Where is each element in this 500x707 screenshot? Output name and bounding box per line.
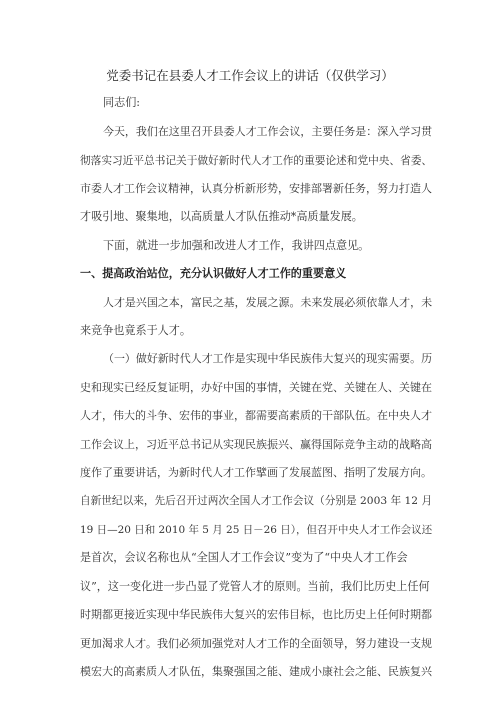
- paragraph-line: 来竞争也竟系于人才。: [80, 324, 191, 337]
- paragraph-line: 史和现实已经反复证明，办好中国的事情，关键在党、关键在人、关键在: [80, 381, 432, 394]
- paragraph-line: 自新世纪以来，先后召开过两次全国人才工作会议（分别是 2003 年 12 月: [80, 494, 433, 507]
- paragraph-line: 工作会议上，习近平总书记从实现民族振兴、赢得国际竞争主动的战略高: [80, 438, 432, 451]
- paragraph-line: 时期都更接近实现中华民族伟大复兴的宏伟目标，也比历史上任何时期都: [80, 608, 432, 621]
- paragraph-line: 人才是兴国之本，富民之基，发展之源。未来发展必须依靠人才，未: [103, 296, 433, 309]
- paragraph-line: 今天，我们在这里召开县委人才工作会议，主要任务是：深入学习贯: [103, 125, 433, 138]
- salutation: 同志们:: [103, 96, 141, 109]
- paragraph-line: 是首次，会议名称也从“全国人才工作会议”变为了“中央人才工作会: [80, 551, 408, 564]
- section-heading: 一、提高政治站位，充分认识做好人才工作的重要意义: [80, 267, 347, 280]
- paragraph-line: 人才，伟大的斗争、宏伟的事业，都需要高素质的干部队伍。在中央人才: [80, 409, 432, 422]
- paragraph-line: （一）做好新时代人才工作是实现中华民族伟大复兴的现实需要。历: [103, 352, 433, 365]
- paragraph-line: 19 日—20 日和 2010 年 5 月 25 日－26 日），但召开中央人才工作会议还: [80, 524, 433, 536]
- paragraph-line: 市委人才工作会议精神，认真分析新形势，安排部署新任务，努力打造人: [80, 182, 432, 195]
- paragraph-line: 彻落实习近平总书记关于做好新时代人才工作的重要论述和党中央、省委、: [80, 154, 433, 167]
- paragraph-line: 度作了重要讲话，为新时代人才工作擘画了发展蓝图、指明了发展方向。: [80, 466, 432, 479]
- paragraph-line: 更加渴求人才。我们必须加强党对人才工作的全面领导，努力建设一支规: [80, 637, 432, 650]
- paragraph-line: 才吸引地、聚集地，以高质量人才队伍推动*高质量发展。: [80, 210, 363, 223]
- document-title: 党委书记在县委人才工作会议上的讲话（仅供学习）: [106, 68, 394, 83]
- paragraph-line: 模宏大的高素质人才队伍，集聚强国之能、建成小康社会之能、民族复兴: [80, 665, 432, 678]
- paragraph-line: 下面，就进一步加强和改进人才工作，我讲四点意见。: [103, 239, 370, 252]
- paragraph-line: 议”，这一变化进一步凸显了党管人才的原则。当前，我们比历史上任何: [80, 580, 430, 593]
